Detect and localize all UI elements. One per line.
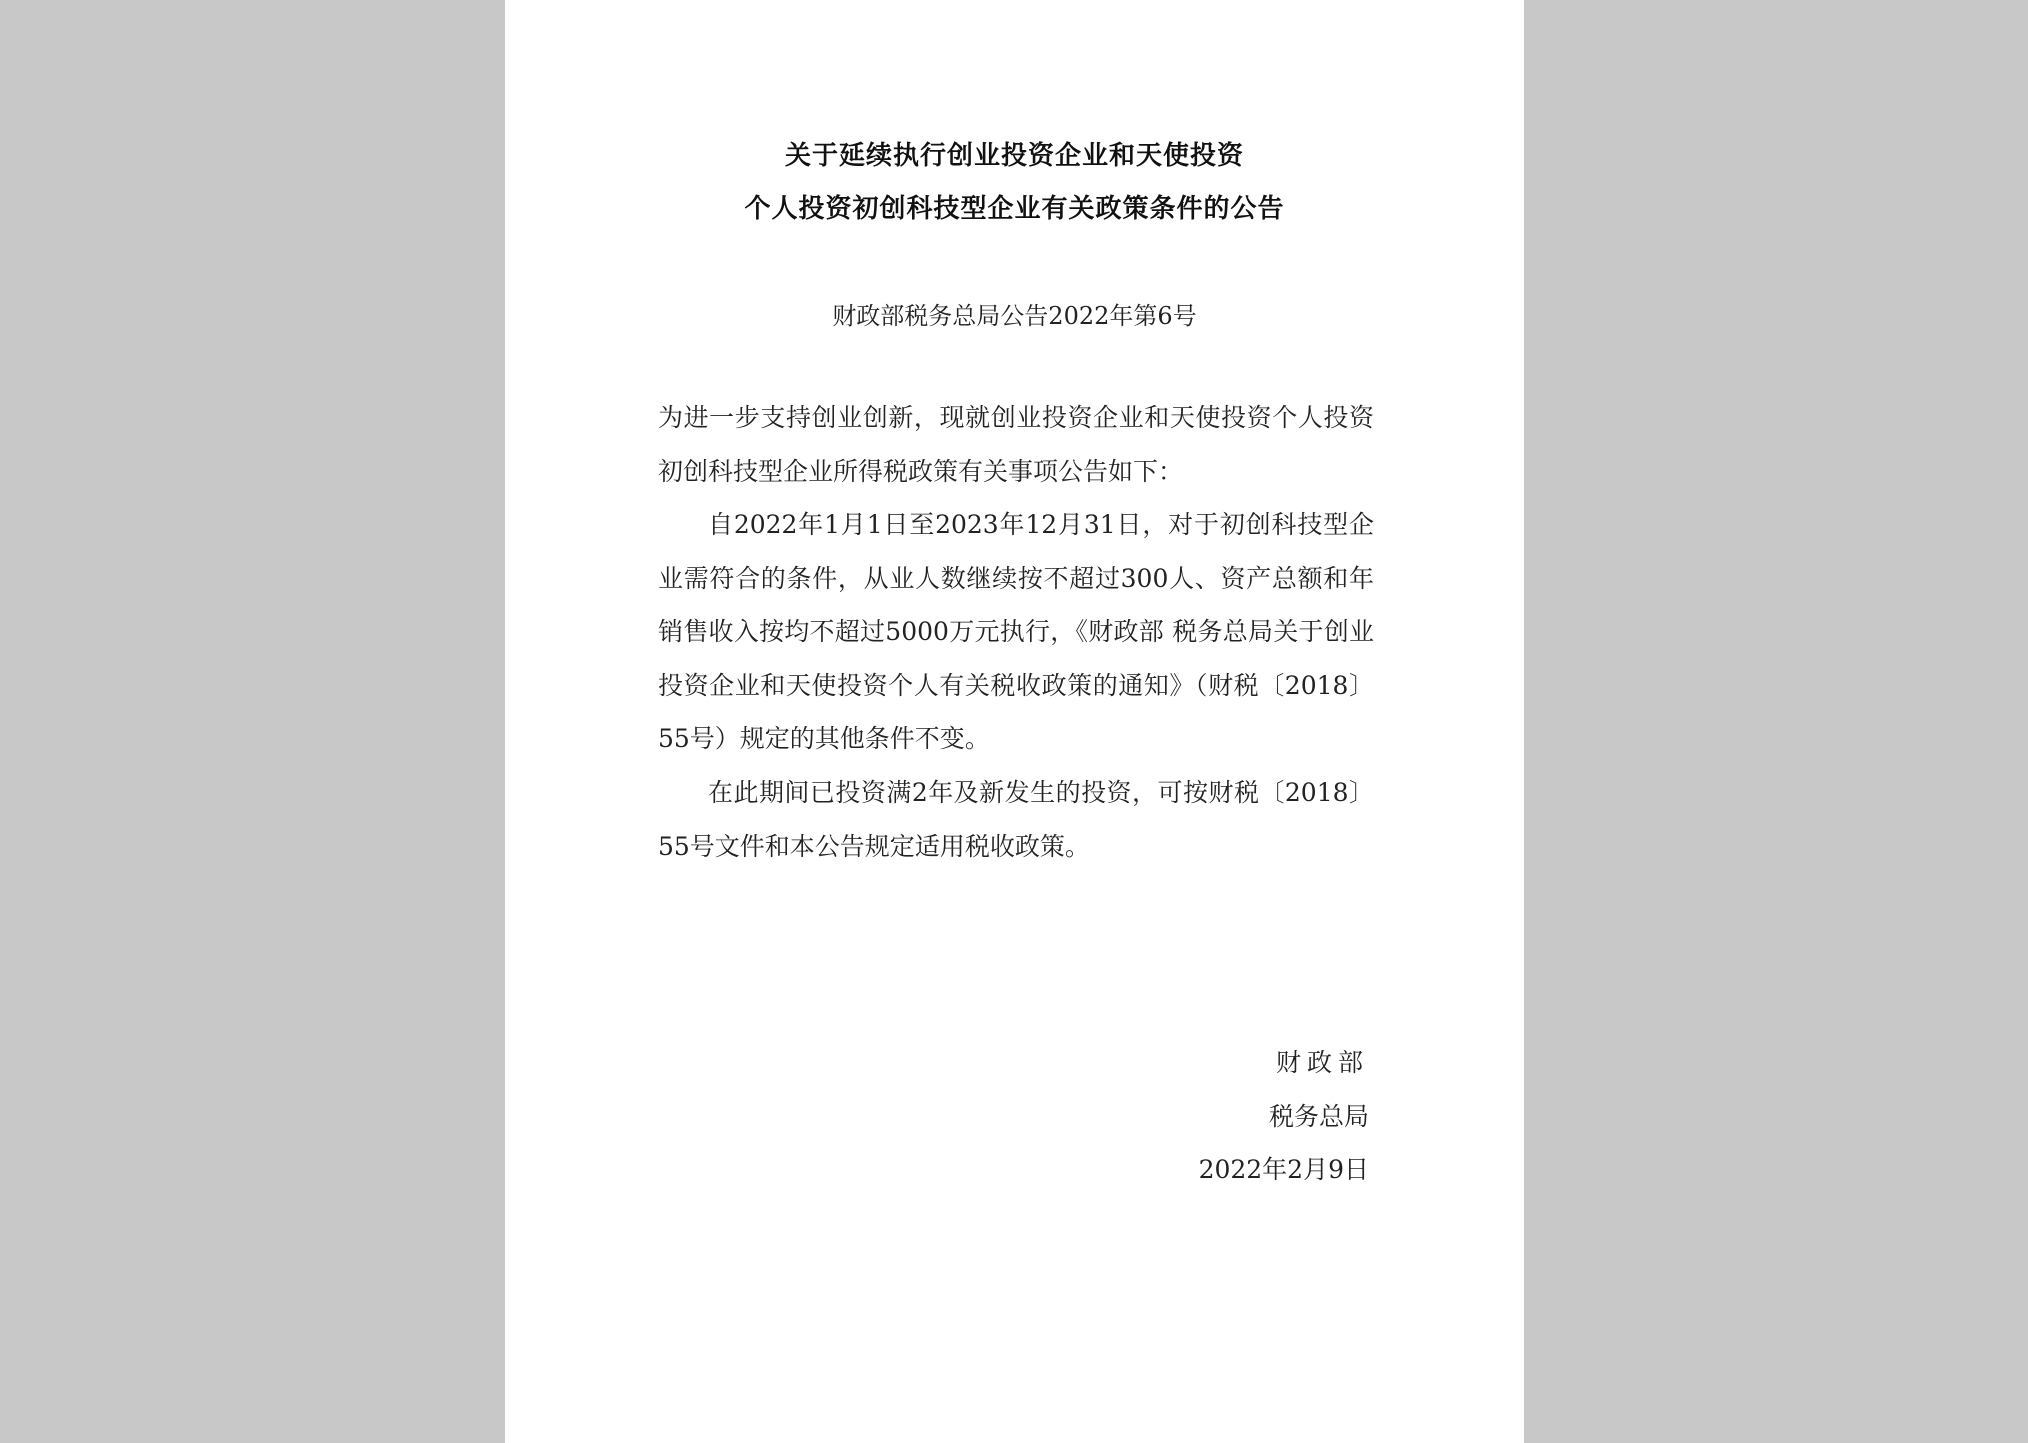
document-title-line1: 关于延续执行创业投资企业和天使投资 — [784, 141, 1244, 171]
document-number: 财政部税务总局公告2022年第6号 — [832, 302, 1197, 330]
signature-tax-administration: 税务总局 — [1268, 1102, 1369, 1131]
paragraph-conditions: 自2022年1月1日至2023年12月31日，对于初创科技型企业需符合的条件，从业人数继续按不超过300人、资产总额和年销售收入按均不超过5000万元执行，《财政部 税务总局关于创业投资企业和天使投资个人有关税收政策的通知》（财税〔2018〕55号）规定的其他条件不变。 — [658, 510, 1374, 753]
paragraph-intro: 为进一步支持创业创新，现就创业投资企业和天使投资个人投资初创科技型企业所得税政策有关事项公告如下： — [658, 403, 1374, 486]
document-page — [505, 0, 1524, 1443]
signature-ministry-of-finance: 财政部 — [1275, 1048, 1369, 1077]
signature-date: 2022年2月9日 — [1198, 1155, 1369, 1184]
document-title-line2: 个人投资初创科技型企业有关政策条件的公告 — [744, 194, 1285, 224]
paragraph-applicability: 在此期间已投资满2年及新发生的投资，可按财税〔2018〕55号文件和本公告规定适用税收政策。 — [658, 778, 1374, 861]
